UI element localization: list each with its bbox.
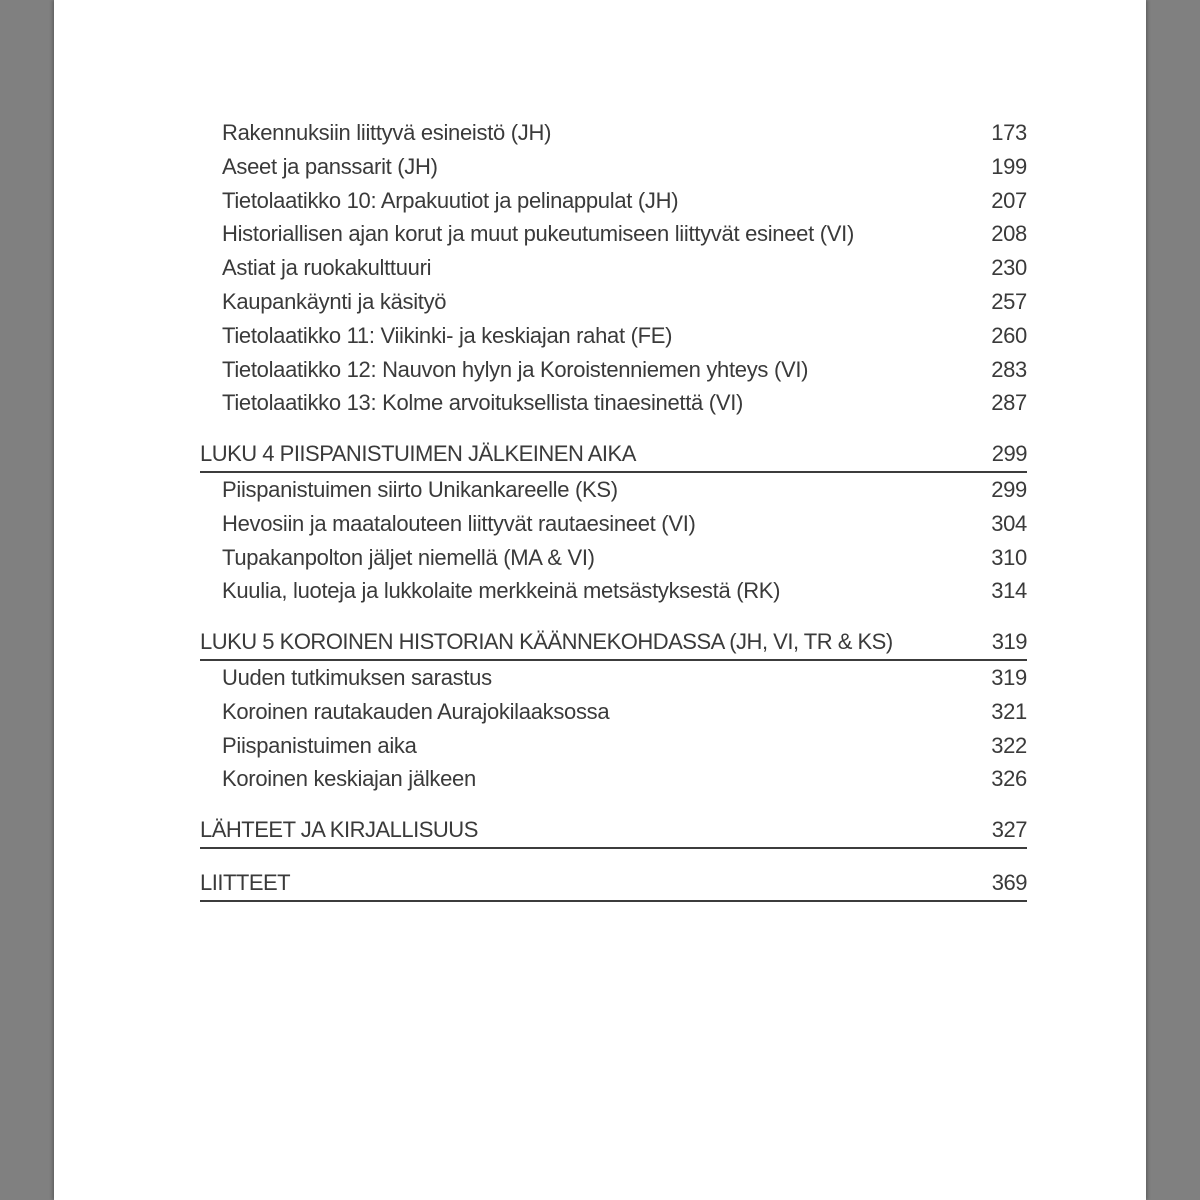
toc-entry-title: Uuden tutkimuksen sarastus bbox=[222, 664, 492, 690]
toc-heading-title: LÄHTEET JA KIRJALLISUUS bbox=[200, 817, 478, 843]
toc-entry-title: Koroinen keskiajan jälkeen bbox=[222, 766, 476, 792]
toc-entry-pagenum: 304 bbox=[991, 510, 1027, 536]
toc-entry-pagenum: 321 bbox=[991, 698, 1027, 724]
toc-heading-pagenum: 299 bbox=[991, 441, 1027, 467]
toc-heading-title: LUKU 4 PIISPANISTUIMEN JÄLKEINEN AIKA bbox=[200, 441, 636, 467]
toc-entry-row bbox=[200, 661, 1027, 695]
toc-entry-title: Piispanistuimen siirto Unikankareelle (KS) bbox=[222, 476, 618, 502]
toc-heading-title: LIITTEET bbox=[200, 869, 291, 895]
toc-entry-pagenum: 326 bbox=[991, 766, 1027, 792]
toc-entry-title: Tietolaatikko 13: Kolme arvoituksellista tinaesinettä (VI) bbox=[222, 390, 744, 416]
toc-section bbox=[200, 625, 1027, 796]
toc-entry-title: Rakennuksiin liittyvä esineistö (JH) bbox=[222, 120, 552, 145]
toc-section bbox=[200, 116, 1027, 420]
toc-entry-title: Piispanistuimen aika bbox=[222, 732, 417, 758]
toc-entry-title: Kuulia, luoteja ja lukkolaite merkkeinä metsästyksestä (RK) bbox=[222, 578, 781, 604]
toc-entry-pagenum: 314 bbox=[991, 578, 1027, 604]
toc-entry-row bbox=[200, 762, 1027, 796]
toc-entry-row bbox=[200, 150, 1027, 184]
toc-entry-pagenum: 173 bbox=[991, 120, 1027, 145]
toc-entry-title: Tietolaatikko 12: Nauvon hylyn ja Koroistenniemen yhteys (VI) bbox=[222, 356, 809, 382]
toc-entry-pagenum: 287 bbox=[991, 390, 1027, 416]
toc-heading-row bbox=[200, 813, 1027, 849]
toc-section bbox=[200, 813, 1027, 849]
toc-entry-pagenum: 260 bbox=[991, 322, 1027, 348]
toc-heading-row bbox=[200, 437, 1027, 473]
toc-entry-pagenum: 230 bbox=[991, 255, 1027, 281]
toc-entry-row bbox=[200, 184, 1027, 218]
toc-section bbox=[200, 866, 1027, 902]
toc-entry-title: Kaupankäynti ja käsityö bbox=[222, 288, 447, 314]
toc-heading-pagenum: 319 bbox=[991, 629, 1027, 655]
toc-heading-pagenum: 369 bbox=[991, 869, 1027, 895]
toc-entry-row bbox=[200, 116, 1027, 150]
toc-entry-row bbox=[200, 217, 1027, 251]
toc-heading-pagenum: 327 bbox=[991, 817, 1027, 843]
toc-entry-row bbox=[200, 507, 1027, 541]
toc-entry-row bbox=[200, 251, 1027, 285]
toc-section bbox=[200, 437, 1027, 608]
toc-entry-title: Koroinen rautakauden Aurajokilaaksossa bbox=[222, 698, 610, 724]
toc-entry-pagenum: 208 bbox=[991, 221, 1027, 247]
toc-entry-title: Hevosiin ja maatalouteen liittyvät rautaesineet (VI) bbox=[222, 510, 696, 536]
toc-entry-title: Tupakanpolton jäljet niemellä (MA & VI) bbox=[222, 544, 595, 570]
toc-entry-pagenum: 319 bbox=[991, 664, 1027, 690]
toc-entry-pagenum: 257 bbox=[991, 288, 1027, 314]
toc-entry-title: Tietolaatikko 10: Arpakuutiot ja pelinappulat (JH) bbox=[222, 187, 679, 213]
toc-entry-row bbox=[200, 473, 1027, 507]
toc-entry-row bbox=[200, 285, 1027, 319]
document-page bbox=[54, 0, 1146, 1200]
toc-entry-row bbox=[200, 386, 1027, 420]
toc-entry-title: Tietolaatikko 11: Viikinki- ja keskiajan rahat (FE) bbox=[222, 322, 673, 348]
toc-entry-title: Historiallisen ajan korut ja muut pukeutumiseen liittyvät esineet (VI) bbox=[222, 221, 854, 247]
toc-heading-row bbox=[200, 625, 1027, 661]
toc-entry-row bbox=[200, 353, 1027, 387]
toc-heading-title: LUKU 5 KOROINEN HISTORIAN KÄÄNNEKOHDASSA (JH, VI, TR & KS) bbox=[200, 629, 893, 655]
toc-entry-row bbox=[200, 574, 1027, 608]
toc-entry-pagenum: 299 bbox=[991, 476, 1027, 502]
toc-heading-row bbox=[200, 866, 1027, 902]
table-of-contents bbox=[54, 0, 1146, 902]
toc-entry-title: Aseet ja panssarit (JH) bbox=[222, 153, 438, 179]
toc-entry-pagenum: 310 bbox=[991, 544, 1027, 570]
toc-entry-pagenum: 207 bbox=[991, 187, 1027, 213]
toc-entry-row bbox=[200, 319, 1027, 353]
toc-entry-title: Astiat ja ruokakulttuuri bbox=[222, 255, 432, 281]
toc-entry-pagenum: 199 bbox=[991, 153, 1027, 179]
toc-entry-pagenum: 283 bbox=[991, 356, 1027, 382]
toc-entry-row bbox=[200, 541, 1027, 575]
toc-entry-row bbox=[200, 695, 1027, 729]
toc-entry-pagenum: 322 bbox=[991, 732, 1027, 758]
toc-entry-row bbox=[200, 729, 1027, 763]
